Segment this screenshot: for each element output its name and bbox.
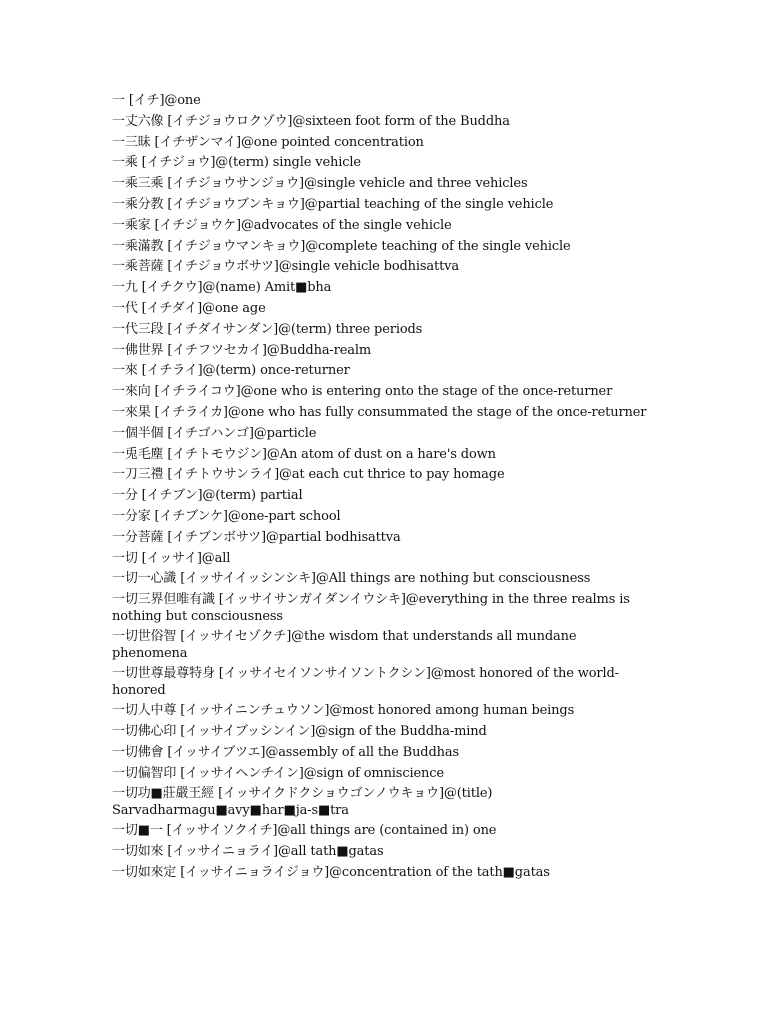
dictionary-entry: 一乘滿教 [イチジョウマンキョウ]@complete teaching of the single vehicle	[112, 238, 571, 254]
dictionary-entry: 一代 [イチダイ]@one age	[112, 300, 266, 316]
dictionary-entry: 一九 [イチクウ]@(name) Amit■bha	[112, 280, 332, 296]
dictionary-entry: 一切世俗智 [イッサイセゾクチ]@the wisdom that understands all mundane phenomena	[112, 629, 577, 662]
dictionary-entry: 一丈六像 [イチジョウロクゾウ]@sixteen foot form of the Buddha	[112, 113, 510, 129]
dictionary-entry: 一分菩薩 [イチブンボサツ]@partial bodhisattva	[112, 529, 401, 545]
dictionary-page	[112, 92, 652, 885]
dictionary-entry: 一兎毛塵 [イチトモウジン]@An atom of dust on a hare's down	[112, 446, 496, 462]
dictionary-entry: 一個半個 [イチゴハンゴ]@particle	[112, 425, 317, 441]
dictionary-entry: 一佛世界 [イチフツセカイ]@Buddha-realm	[112, 342, 372, 358]
dictionary-entry: 一來 [イチライ]@(term) once-returner	[112, 363, 350, 379]
dictionary-entry: 一切如來 [イッサイニョライ]@all tath■gatas	[112, 844, 384, 860]
dictionary-entry: 一分家 [イチブンケ]@one-part school	[112, 508, 341, 524]
dictionary-entry: 一切佛心印 [イッサイブッシンイン]@sign of the Buddha-mind	[112, 723, 487, 739]
dictionary-entry: 一 [イチ]@one	[112, 93, 201, 108]
dictionary-entry: 一切佛會 [イッサイブツエ]@assembly of all the Buddhas	[112, 744, 459, 760]
dictionary-entry: 一乘菩薩 [イチジョウボサツ]@single vehicle bodhisattva	[112, 259, 459, 275]
dictionary-entry: 一代三段 [イチダイサンダン]@(term) three periods	[112, 321, 423, 337]
dictionary-entry: 一切偏智印 [イッサイヘンチイン]@sign of omniscience	[112, 765, 444, 781]
dictionary-entry: 一乘三乘 [イチジョウサンジョウ]@single vehicle and three vehicles	[112, 176, 528, 192]
dictionary-entry: 一乘家 [イチジョウケ]@advocates of the single vehicle	[112, 217, 452, 233]
dictionary-entry: 一切一心識 [イッサイイッシンシキ]@All things are nothing but consciousness	[112, 571, 591, 587]
dictionary-entry: 一切功■莊嚴王經 [イッサイクドクショウゴンノウキョウ]@(title) Sarvadharmagu■avy■har■ja-s■tra	[112, 786, 493, 819]
dictionary-entry: 一切世尊最尊特身 [イッサイセイソンサイソントクシン]@most honored of the world-honored	[112, 666, 619, 699]
dictionary-entry: 一切如來定 [イッサイニョライジョウ]@concentration of the tath■gatas	[112, 864, 550, 880]
dictionary-entry: 一分 [イチブン]@(term) partial	[112, 488, 303, 504]
dictionary-entry: 一切人中尊 [イッサイニンチュウソン]@most honored among human beings	[112, 703, 575, 719]
dictionary-entry: 一來果 [イチライカ]@one who has fully consummated the stage of the once-returner	[112, 404, 647, 420]
dictionary-entry: 一三昧 [イチザンマイ]@one pointed concentration	[112, 134, 424, 150]
dictionary-entry: 一切三界但唯有識 [イッサイサンガイダンイウシキ]@everything in the three realms is nothing but consciousness	[112, 592, 630, 625]
dictionary-entry: 一切■一 [イッサイソクイチ]@all things are (contained in) one	[112, 823, 497, 839]
dictionary-entry: 一乘分教 [イチジョウブンキョウ]@partial teaching of the single vehicle	[112, 196, 554, 212]
dictionary-entry: 一乘 [イチジョウ]@(term) single vehicle	[112, 155, 361, 171]
dictionary-entry: 一刀三禮 [イチトウサンライ]@at each cut thrice to pay homage	[112, 467, 505, 483]
dictionary-entry: 一來向 [イチライコウ]@one who is entering onto the stage of the once-returner	[112, 384, 613, 400]
dictionary-entry: 一切 [イッサイ]@all	[112, 550, 231, 566]
